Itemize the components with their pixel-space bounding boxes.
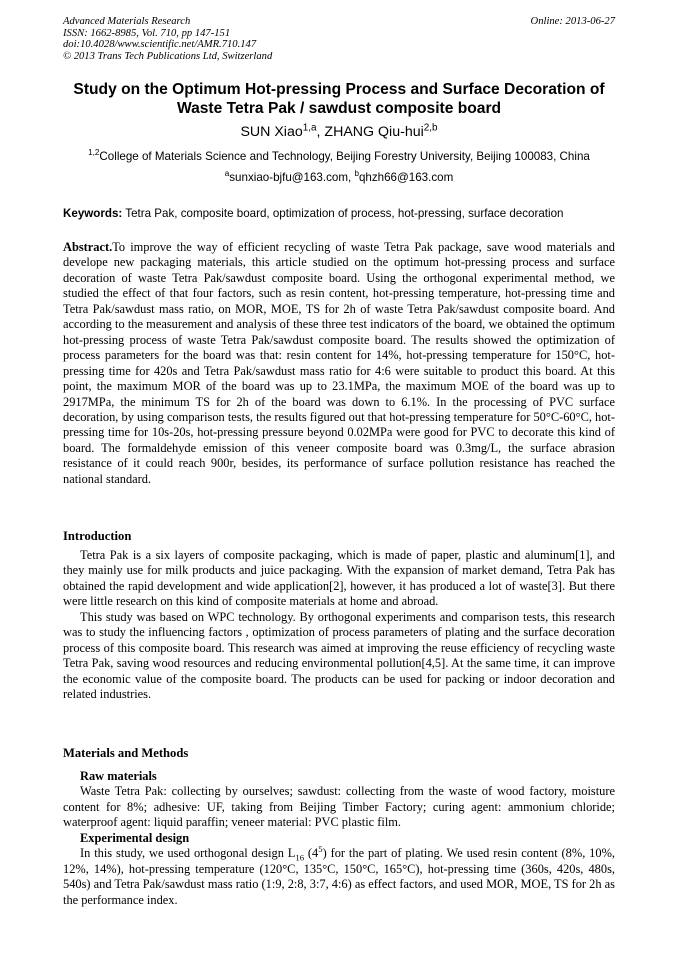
email-a-marker: a	[224, 169, 230, 179]
experimental-design-text	[63, 846, 615, 908]
abstract-label: Abstract.	[63, 240, 113, 254]
keywords	[63, 206, 615, 221]
author-line	[50, 123, 628, 141]
issn-line: ISSN: 1662-8985, Vol. 710, pp 147-151	[63, 27, 231, 39]
author-1: SUN Xiao	[240, 124, 303, 140]
author-2: ZHANG Qiu-hui	[324, 124, 424, 140]
intro-paragraph-2: This study was based on WPC technology. By orthogonal experiments and comparison tests, this research was to study the influencing factors , optimization of process parameters of plating and the surface decoration process of this composite board. This research was aimed at improving the reuse efficiency of recycling waste Tetra Pak, saving wood resources and reducing environmental pollution[4,5]. At the same time, it can improve the economic value of the composite board. The products can be used for packing or indoor decoration and related industries.	[63, 609, 615, 702]
experimental-design-heading: Experimental design	[80, 830, 190, 845]
doi-line: doi:10.4028/www.scientific.net/AMR.710.147	[63, 39, 257, 51]
design-subscript: 16	[295, 852, 305, 863]
author-1-affil: 1,a	[302, 122, 317, 134]
design-text-b: (4	[304, 846, 319, 861]
journal-header	[63, 16, 272, 62]
methods-heading: Materials and Methods	[63, 746, 189, 760]
introduction-body	[63, 548, 615, 703]
keywords-label: Keywords:	[63, 207, 123, 220]
abstract	[63, 240, 615, 487]
paper-title: Study on the Optimum Hot-pressing Process and Surface Decoration of Waste Tetra Pak / sawdust composite board	[73, 81, 605, 117]
copyright-line: © 2013 Trans Tech Publications Ltd, Switzerland	[63, 50, 273, 62]
author-2-affil: 2,b	[423, 122, 438, 134]
raw-materials-text: Waste Tetra Pak: collecting by ourselves; sawdust: collecting from the waste of wood factory, moisture content for 8%; adhesive: UF, taking from Beijing Timber Factory; curing agent: ammonium chloride; waterproof agent: liquid paraffin; veneer material: PVC plastic film.	[63, 784, 615, 830]
email-a: sunxiao-bjfu@163.com,	[229, 171, 355, 184]
email-b-marker: b	[354, 169, 359, 179]
abstract-text: To improve the way of efficient recycling of waste Tetra Pak package, save wood materials and develope new packaging materials, this article studied on the optimum hot-pressing process and surface decoration of waste Tetra Pak/sawdust composite board. Using the orthogonal experimental method, we studied the effect of that four factors, such as resin content, hot-pressing temperature, hot-pressing time and Tetra Pak/sawdust mass ratio, on MOR, MOE, TS for 2h of waste Tetra Pak/sawdust composite board. And according to the measurement and analysis of these three test indicators of the board, we obtained the optimum hot-pressing process of waste Tetra Pak/sawdust composite board. The results showed the optimization of process parameters for the board was that: resin content for 14%, hot-pressing temperature for 150°C, hot-pressing time for 420s and Tetra Pak/sawdust mass ratio for 4:6 were suitable to product this board. At this point, the maximum MOR of the board was up to 23.1MPa, the maximum MOE of the board was up to 2917MPa, the minimum TS for 2h of the board was down to 6.1%. In the processing of PVC surface decoration, by using comparison tests, the results figured out that hot-pressing temperature for 50°C-60°C, hot-pressing time for 10s-20s, hot-pressing pressure beyond 0.02MPa were good for PVC to decorate this kind of board. The formaldehyde emission of this veneer composite board was 0.3mg/L, the surface abrasion resistance of it could reach 900r, besides, its performance of surface pollution resistance has reached the national standard.	[63, 240, 615, 486]
design-text-a: In this study, we used orthogonal design L	[80, 846, 296, 861]
online-date: Online: 2013-06-27	[530, 16, 615, 27]
email-line	[40, 170, 638, 185]
raw-materials-heading: Raw materials	[80, 769, 157, 783]
design-text-c: ) for the part of plating. We used resin content (8%, 10%, 12%, 14%), hot-pressing temperature (120°C, 135°C, 150°C, 165°C), hot-pressing time (360s, 420s, 480s, 540s) and Tetra Pak/sawdust mass ratio (1:9, 2:8, 3:7, 4:6) as effect factors, and used MOR, MOE, TS for 2h as the performance index.	[63, 846, 615, 907]
methods-body	[63, 769, 615, 908]
affiliation-text: College of Materials Science and Technology, Beijing Forestry University, Beijing 100083, China	[99, 150, 590, 163]
affiliation-marker: 1,2	[88, 148, 100, 158]
affiliation	[40, 149, 638, 164]
author-separator: ,	[316, 124, 325, 140]
email-b: qhzh66@163.com	[358, 171, 454, 184]
journal-name: Advanced Materials Research	[63, 16, 191, 27]
introduction-heading: Introduction	[63, 529, 132, 543]
keywords-text: Tetra Pak, composite board, optimization of process, hot-pressing, surface decoration	[122, 207, 564, 220]
design-superscript: 5	[318, 844, 323, 855]
intro-paragraph-1: Tetra Pak is a six layers of composite packaging, which is made of paper, plastic and aluminum[1], and they mainly use for milk products and juice packaging. With the expansion of market demand, Tetra Pak has obtained the rapid development and wide application[2], however, it has produced a lot of waste[3]. But there were little research on this kind of composite materials at home and abroad.	[63, 548, 615, 609]
